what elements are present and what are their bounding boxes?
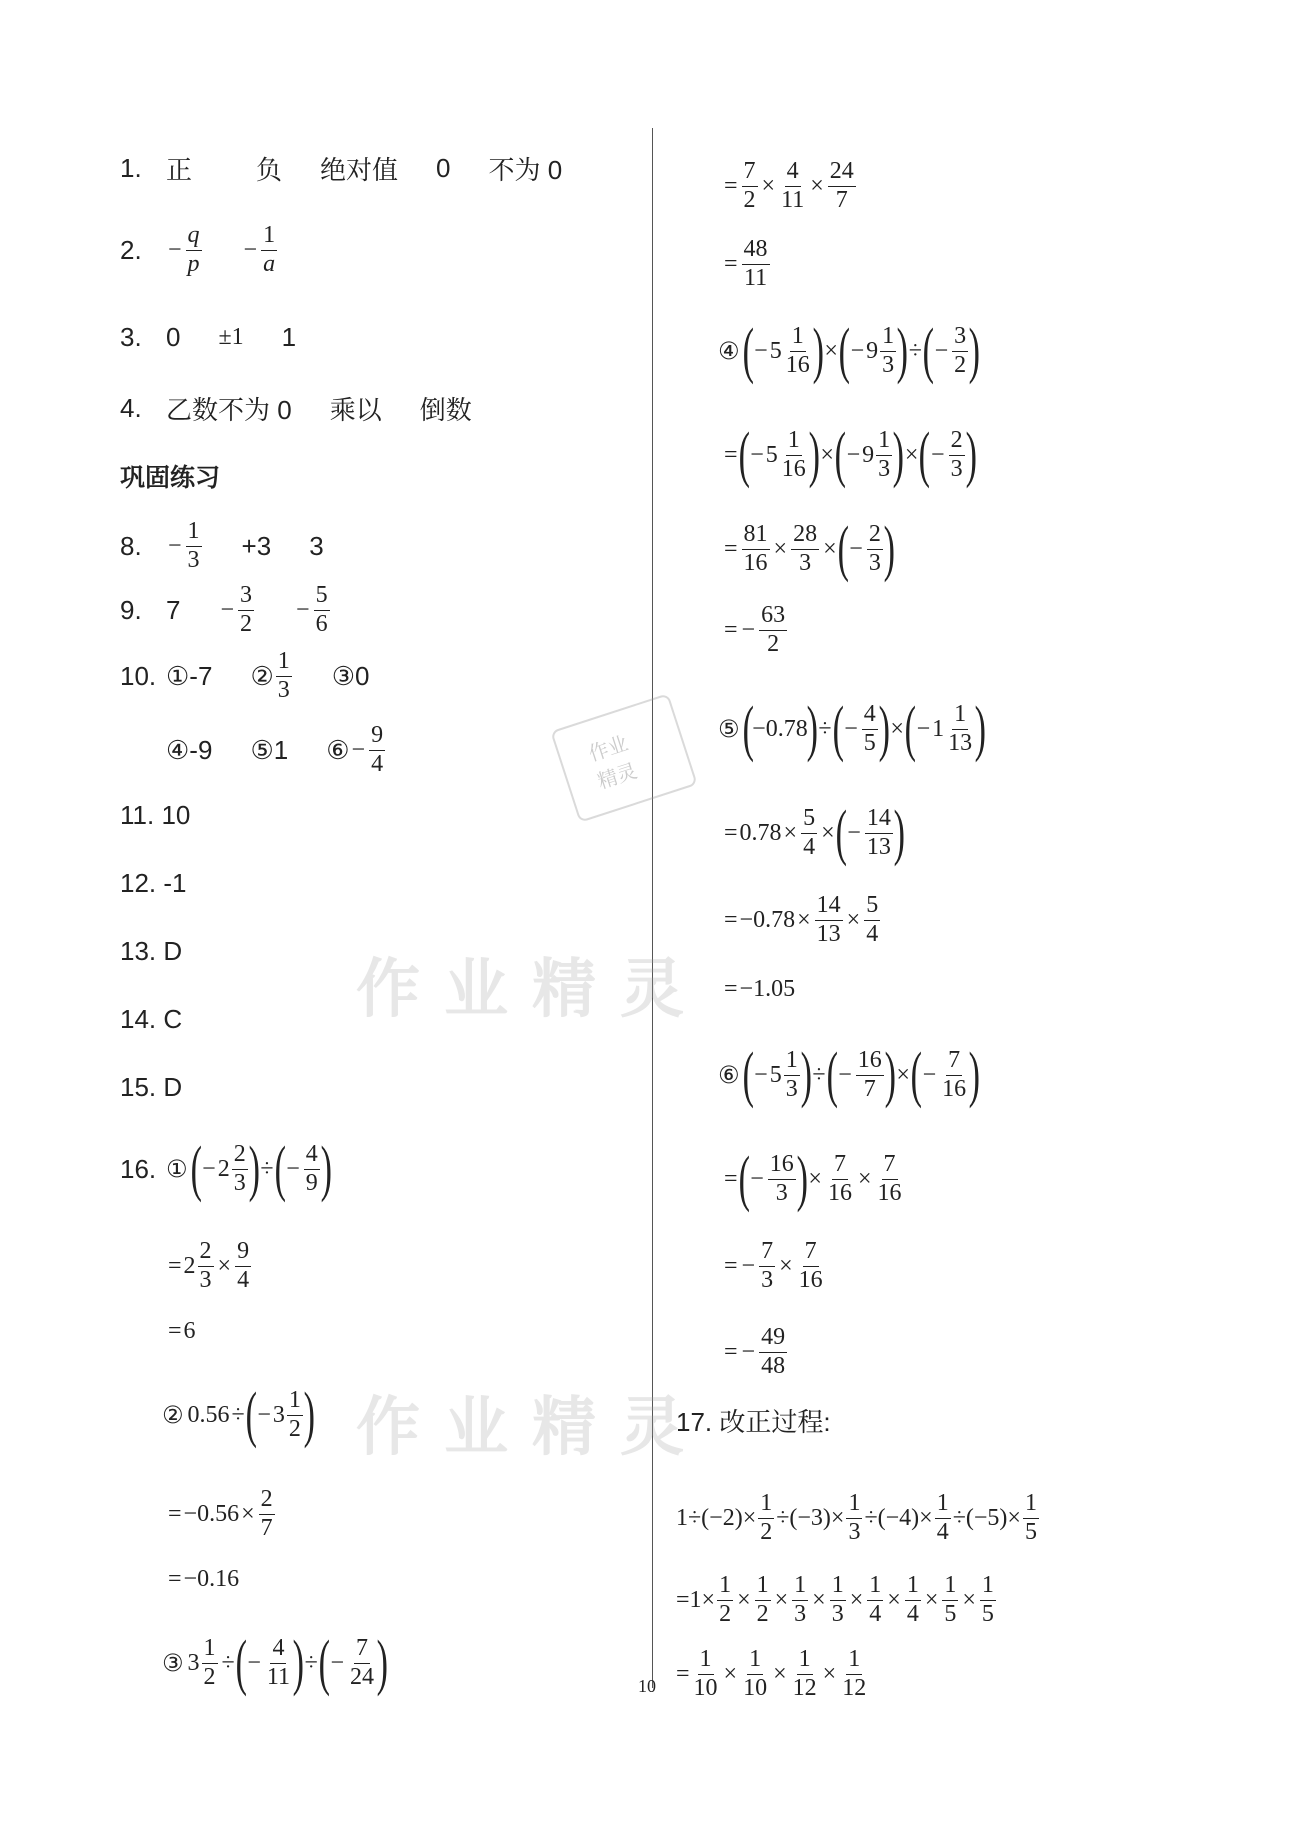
answer-16-5-expr: ⑤ ( −0.78 ) ÷ ( − $\frac{4}{5}$ ) × ( − 1 $\frac{1}{13}$ ) bbox=[718, 695, 987, 763]
answer-16-6-result: = − $\frac{49}{48}$ bbox=[724, 1324, 786, 1379]
answer-9: 9. 7 − $\frac{3}{2}$ − $\frac{5}{6}$ bbox=[120, 582, 328, 637]
answer-text: ±1 bbox=[218, 324, 244, 350]
watermark: 作业精灵 bbox=[356, 953, 708, 1027]
answer-4 bbox=[120, 390, 472, 427]
item-number: 4. bbox=[120, 393, 142, 423]
answer-16-3-step2: = $\frac{48}{11}$ bbox=[724, 236, 768, 291]
answer-text: 负 bbox=[256, 155, 283, 185]
fraction: $\frac{1}{3}$ bbox=[187, 518, 200, 573]
answer-text: 倒数 bbox=[419, 395, 472, 425]
answer-12: 12. -1 bbox=[120, 868, 187, 898]
item-number: 16. bbox=[120, 1153, 157, 1184]
answer-text: 7 bbox=[166, 594, 181, 625]
answer-3 bbox=[120, 322, 296, 353]
answer-14: 14. C bbox=[120, 1004, 183, 1034]
value: −0.56 bbox=[183, 1500, 240, 1527]
answer-text: 乙数不为 0 bbox=[166, 395, 292, 425]
answer-10-row2: ④-9 ⑤1 ⑥ − $\frac{9}{4}$ bbox=[166, 722, 384, 777]
answer-text: 3 bbox=[309, 530, 324, 561]
answer-8: 8. − $\frac{1}{3}$ +3 3 bbox=[120, 518, 324, 573]
answer-text: 0 bbox=[436, 153, 451, 183]
item-number: 2. bbox=[120, 234, 142, 265]
answer-text: 不为 0 bbox=[488, 155, 563, 185]
watermark: 作业精灵 bbox=[356, 1391, 708, 1465]
result-value: 6 bbox=[183, 1318, 196, 1344]
answer-text: ④-9 bbox=[166, 734, 213, 765]
answer-text: 正 bbox=[166, 155, 193, 185]
page-number: 10 bbox=[638, 1676, 656, 1696]
answer-13: 13. D bbox=[120, 936, 183, 966]
answer-16-2-step: = −0.56 × $\frac{2}{7}$ bbox=[168, 1486, 273, 1541]
answer-17-step2: = $\frac{1}{10}$ × $\frac{1}{10}$ × $\frac{1}{12}$ × $\frac{1}{12}$ bbox=[676, 1646, 867, 1701]
answer-text: ⑤1 bbox=[250, 734, 289, 765]
answer-16-5-result: = −1.05 bbox=[724, 976, 796, 1002]
answer-text: +3 bbox=[241, 530, 272, 561]
answer-16-4-step2: = $\frac{81}{16}$ × $\frac{28}{3}$ × ( − $\frac{2}{3}$ ) bbox=[724, 515, 895, 583]
answer-11: 11. 10 bbox=[120, 800, 191, 830]
answer-16-4-expr: ④ ( − 5 $\frac{1}{16}$ ) × ( − 9 $\frac{1}{3}$ ) ÷ ( − $\frac{3}{2}$ ) bbox=[718, 317, 981, 385]
answer-17-step1: =1× $\frac{1}{2}$ × $\frac{1}{2}$ × $\frac{1}{3}$ × $\frac{1}{3}$ × $\frac{1}{4}$ × $\frac{1}{4}$ × $\frac{1}{5}$ × $\frac{1}{5}$ bbox=[676, 1572, 994, 1627]
answer-text: 0 bbox=[166, 322, 181, 352]
answer-16-1-expr: 16. ① ( − 2 $\frac{2}{3}$ ) ÷ ( − $\frac{4}{9}$ ) bbox=[120, 1135, 332, 1203]
answer-16-2-expr: ② 0.56 ÷ ( − 3 $\frac{1}{2}$ ) bbox=[162, 1381, 315, 1449]
circled-label: ③ bbox=[162, 1649, 184, 1677]
answer-text: ② bbox=[250, 660, 274, 691]
result-value: −0.16 bbox=[183, 1566, 240, 1592]
answer-16-2-result: = −0.16 bbox=[168, 1566, 240, 1592]
section-heading: 巩固练习 bbox=[120, 464, 221, 492]
answer-16-3-step1: = $\frac{7}{2}$ × $\frac{4}{11}$ × $\frac{24}{7}$ bbox=[724, 158, 854, 213]
answer-16-5-step2: = −0.78 × $\frac{14}{13}$ × $\frac{5}{4}$ bbox=[724, 892, 879, 947]
answer-16-4-step1: = ( − 5 $\frac{1}{16}$ ) × ( − 9 $\frac{1}{3}$ ) × ( − $\frac{2}{3}$ ) bbox=[724, 421, 977, 489]
circled-label: ② bbox=[162, 1401, 184, 1429]
answer-16-1-result: = 6 bbox=[168, 1318, 196, 1344]
answer-16-6-expr: ⑥ ( − 5 $\frac{1}{3}$ ) ÷ ( − $\frac{16}{7}$ ) × ( − $\frac{7}{16}$ ) bbox=[718, 1041, 981, 1109]
answer-15: 15. D bbox=[120, 1072, 183, 1102]
item-number: 3. bbox=[120, 322, 142, 352]
answer-text: ③0 bbox=[331, 660, 370, 691]
answer-text: 乘以 bbox=[329, 395, 382, 425]
circled-label: ① bbox=[166, 1155, 188, 1183]
fraction: $\frac{5}{6}$ bbox=[315, 582, 328, 637]
answer-17-expr: 1÷(−2)× $\frac{1}{2}$ ÷(−3)× $\frac{1}{3}$ ÷(−4)× $\frac{1}{4}$ ÷(−5)× $\frac{1}{5}$ bbox=[676, 1490, 1037, 1545]
answer-2: 2. − $\frac{q}{p}$ − $\frac{1}{a}$ bbox=[120, 222, 276, 277]
watermark-stamp-logo: 作业 精灵 bbox=[550, 693, 698, 823]
item-number: 10. bbox=[120, 660, 157, 691]
answer-text: 绝对值 bbox=[320, 155, 399, 185]
value: 0.56 bbox=[187, 1401, 230, 1428]
answer-text: ⑥ bbox=[326, 734, 350, 765]
answer-text: 1 bbox=[281, 322, 297, 352]
answer-16-6-step2: = − $\frac{7}{3}$ × $\frac{7}{16}$ bbox=[724, 1238, 823, 1293]
item-number: 8. bbox=[120, 530, 142, 561]
answer-text: ①-7 bbox=[166, 660, 213, 691]
fraction: $\frac{1}{3}$ bbox=[277, 648, 290, 703]
answer-17-heading: 17. 改正过程: bbox=[676, 1407, 831, 1437]
answer-1 bbox=[120, 150, 562, 187]
fraction: $\frac{q}{p}$ bbox=[187, 222, 200, 277]
item-number: 9. bbox=[120, 594, 142, 625]
answer-16-6-step1: = ( − $\frac{16}{3}$ ) × $\frac{7}{16}$ × $\frac{7}{16}$ bbox=[724, 1145, 902, 1213]
answer-16-1-step: = 2 $\frac{2}{3}$ × $\frac{9}{4}$ bbox=[168, 1238, 250, 1293]
fraction: $\frac{9}{4}$ bbox=[371, 722, 384, 777]
answer-16-3-expr: ③ 3 $\frac{1}{2}$ ÷ ( − $\frac{4}{11}$ ) ÷ ( − $\frac{7}{24}$ ) bbox=[162, 1629, 389, 1697]
answer-16-5-step1: = 0.78 × $\frac{5}{4}$ × ( − $\frac{14}{13}$ ) bbox=[724, 799, 905, 867]
fraction: $\frac{3}{2}$ bbox=[240, 582, 253, 637]
answer-16-4-result: = − $\frac{63}{2}$ bbox=[724, 602, 786, 657]
answer-10-row1 bbox=[120, 648, 370, 704]
item-number: 1. bbox=[120, 153, 142, 183]
fraction: $\frac{1}{a}$ bbox=[263, 222, 276, 277]
